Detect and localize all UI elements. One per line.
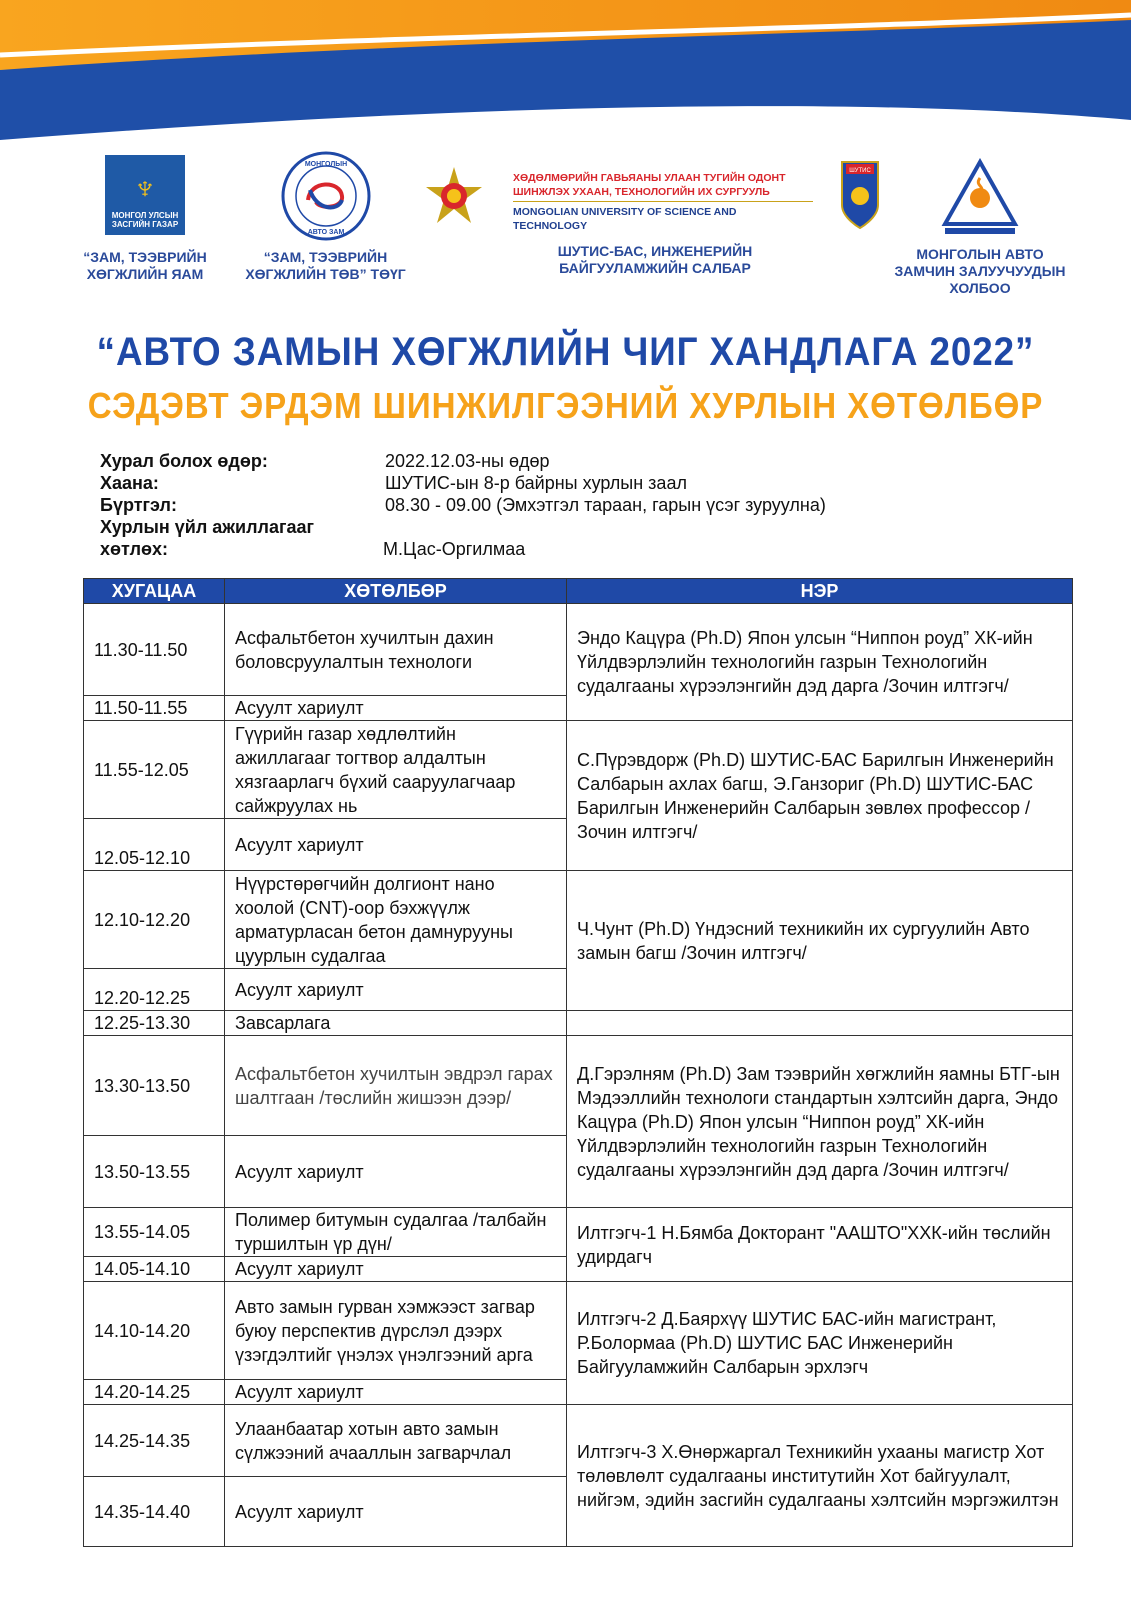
place-value: ШУТИС-ын 8-р байрны хурлын заал [385, 473, 687, 493]
road-center-logo [280, 150, 372, 242]
program-cell: Асуулт хариулт [225, 1477, 567, 1547]
main-title: “АВТО ЗАМЫН ХӨГЖЛИЙН ЧИГ ХАНДЛАГА 2022” [96, 330, 1035, 374]
speaker-cell: Ч.Чунт (Ph.D) Үндэсний техникийн их сургуулийн Авто замын багш /Зочин илтгэгч/ [567, 871, 1073, 1011]
speaker-cell: Илтгэгч-2 Д.Баярхүү ШУТИС БАС-ийн магистрант, Р.Болормаа (Ph.D) ШУТИС БАС Инженерийн Байгууламжийн Салбарын эрхлэгч [567, 1282, 1073, 1405]
program-table [83, 578, 1073, 1547]
road-center-caption: “ЗАМ, ТЭЭВРИЙН ХӨГЖЛИЙН ТӨВ” ТӨҮГ [245, 249, 406, 282]
government-logo [105, 155, 185, 235]
place-label: Хаана: [100, 473, 159, 493]
time-cell: 12.10-12.20 [84, 871, 225, 969]
must-logo-text: ХӨДӨЛМӨРИЙН ГАВЬЯАНЫ УЛААН ТУГИЙН ОДОНТ ШИНЖЛЭХ УХААН, ТЕХНОЛОГИЙН ИХ СУРГУУЛЬ MONGOLIAN UNIVERSITY OF SCIENCE AND TECHNOLOGY [513, 171, 813, 233]
program-cell: Асуулт хариулт [225, 819, 567, 871]
time-cell: 12.25-13.30 [84, 1011, 225, 1036]
program-cell: Асуулт хариулт [225, 1380, 567, 1405]
program-cell: Завсарлага [225, 1011, 567, 1036]
must-branch-caption: ШУТИС-БАС, ИНЖЕНЕРИЙН БАЙГУУЛАМЖИЙН САЛБАР [557, 243, 753, 276]
table-row [84, 1208, 1073, 1257]
speaker-cell: Эндо Кацүра (Ph.D) Япон улсын “Ниппон роуд” ХК-ийн Үйлдвэрлэлийн технологийн газрын Технологийн судалгааны хүрээлэнгийн дэд дарга /Зочин илтгэгч/ [567, 604, 1073, 721]
youth-union-caption: МОНГОЛЫН АВТО ЗАМЧИН ЗАЛУУЧУУДЫН ХОЛБОО [894, 246, 1066, 296]
program-cell: Улаанбаатар хотын авто замын сүлжээний ачааллын загварчлал [225, 1405, 567, 1477]
table-row [84, 721, 1073, 819]
sub-title: СЭДЭВТ ЭРДЭМ ШИНЖИЛГЭЭНИЙ ХУРЛЫН ХӨТӨЛБӨР [87, 385, 1044, 426]
time-cell: 13.30-13.50 [84, 1036, 225, 1136]
program-cell: Полимер битумын судалгаа /талбайн туршилтын үр дүн/ [225, 1208, 567, 1257]
shield-text: ШУТИС [849, 168, 871, 174]
program-cell: Асуулт хариулт [225, 696, 567, 721]
time-cell: 12.05-12.10 [84, 819, 225, 871]
ring-bottom-text: АВТО ЗАМ [307, 229, 345, 236]
time-cell: 13.55-14.05 [84, 1208, 225, 1257]
time-cell: 14.20-14.25 [84, 1380, 225, 1405]
header-banner [0, 0, 1131, 160]
gov-badge-line1: МОНГОЛ УЛСЫН [111, 211, 179, 220]
time-cell: 12.20-12.25 [84, 969, 225, 1011]
youth-union-logo [941, 158, 1019, 238]
order-star-icon [422, 165, 486, 229]
table-row [84, 871, 1073, 969]
table-row [84, 1011, 1073, 1036]
program-cell: Авто замын гурван хэмжээст загвар буюу перспектив дүрслэл дээрх үзэгдэлтийг үнэлэх үнэлгээний арга [225, 1282, 567, 1380]
time-cell: 14.25-14.35 [84, 1405, 225, 1477]
program-cell: Асфальтбетон хучилтын эвдрэл гарах шалтгаан /төслийн жишээн дээр/ [225, 1036, 567, 1136]
soyombo-icon: ♆ [132, 169, 158, 207]
header-time: ХУГАЦАА [84, 579, 225, 604]
speaker-cell: Илтгэгч-1 Н.Бямба Докторант "ААШТО"ХХК-ийн төслийн удирдагч [567, 1208, 1073, 1282]
time-cell: 14.10-14.20 [84, 1282, 225, 1380]
program-cell: Асуулт хариулт [225, 969, 567, 1011]
host-label-line2: хөтлөх: [100, 539, 169, 559]
host-label-line1: Хурлын үйл ажиллагааг [100, 517, 315, 537]
table-row [84, 1282, 1073, 1380]
speaker-cell: Д.Гэрэлням (Ph.D) Зам тээврийн хөгжлийн яамны БТГ-ын Мэдээллийн технологи стандартын хэлтсийн дарга, Эндо Кацүра (Ph.D) Япон улсын “Ниппон роуд” ХК-ийн Үйлдвэрлэлийн технологийн газрын Технологийн судалгааны хүрээлэнгийн дэд дарга /Зочин илтгэгч/ [567, 1036, 1073, 1208]
header-program: ХӨТӨЛБӨР [225, 579, 567, 604]
ministry-caption: “ЗАМ, ТЭЭВРИЙН ХӨГЖЛИЙН ЯАМ [83, 249, 207, 282]
program-cell: Асуулт хариулт [225, 1257, 567, 1282]
time-cell: 11.30-11.50 [84, 604, 225, 696]
speaker-cell: С.Пүрэвдорж (Ph.D) ШУТИС-БАС Барилгын Инженерийн Салбарын ахлах багш, Э.Ганзориг (Ph.D) ШУТИС-БАС Барилгын Инженерийн Салбарын зөвлөх профессор /Зочин илтгэгч/ [567, 721, 1073, 871]
speaker-cell-empty [567, 1011, 1073, 1036]
time-cell: 11.55-12.05 [84, 721, 225, 819]
time-cell: 13.50-13.55 [84, 1136, 225, 1208]
table-row [84, 1036, 1073, 1136]
table-row [84, 604, 1073, 696]
time-cell: 14.05-14.10 [84, 1257, 225, 1282]
program-cell: Асуулт хариулт [225, 1136, 567, 1208]
must-shield-icon [840, 160, 880, 230]
registration-value: 08.30 - 09.00 (Эмхэтгэл тараан, гарын үсэг зуруулна) [385, 495, 826, 515]
header-name: НЭР [567, 579, 1073, 604]
ring-top-text: МОНГОЛЫН [304, 161, 348, 168]
program-cell: Гүүрийн газар хөдлөлтийн ажиллагааг тогтвор алдалтын хязгаарлагч бүхий сааруулагчаар сайжруулах нь [225, 721, 567, 819]
time-cell: 11.50-11.55 [84, 696, 225, 721]
date-value: 2022.12.03-ны өдөр [385, 451, 550, 471]
gov-badge-line2: ЗАСГИЙН ГАЗАР [111, 220, 179, 229]
program-cell: Нүүрстөрөгчийн долгионт нано хоолой (CNT)-оор бэхжүүлж арматурласан бетон дамнурууны цуурлын судалгаа [225, 871, 567, 969]
table-row [84, 1405, 1073, 1477]
program-cell: Асфальтбетон хучилтын дахин боловсруулалтын технологи [225, 604, 567, 696]
table-header-row [84, 579, 1073, 604]
speaker-cell: Илтгэгч-3 Х.Өнөржаргал Техникийн ухааны магистр Хот төлөвлөлт судалгааны институтийн Хот байгуулалт, нийгэм, эдийн засгийн судалгааны хэлтсийн мэргэжилтэн [567, 1405, 1073, 1547]
time-cell: 14.35-14.40 [84, 1477, 225, 1547]
date-label: Хурал болох өдөр: [100, 451, 268, 471]
registration-label: Бүртгэл: [100, 495, 177, 515]
host-value: М.Цас-Оргилмаа [383, 539, 526, 559]
